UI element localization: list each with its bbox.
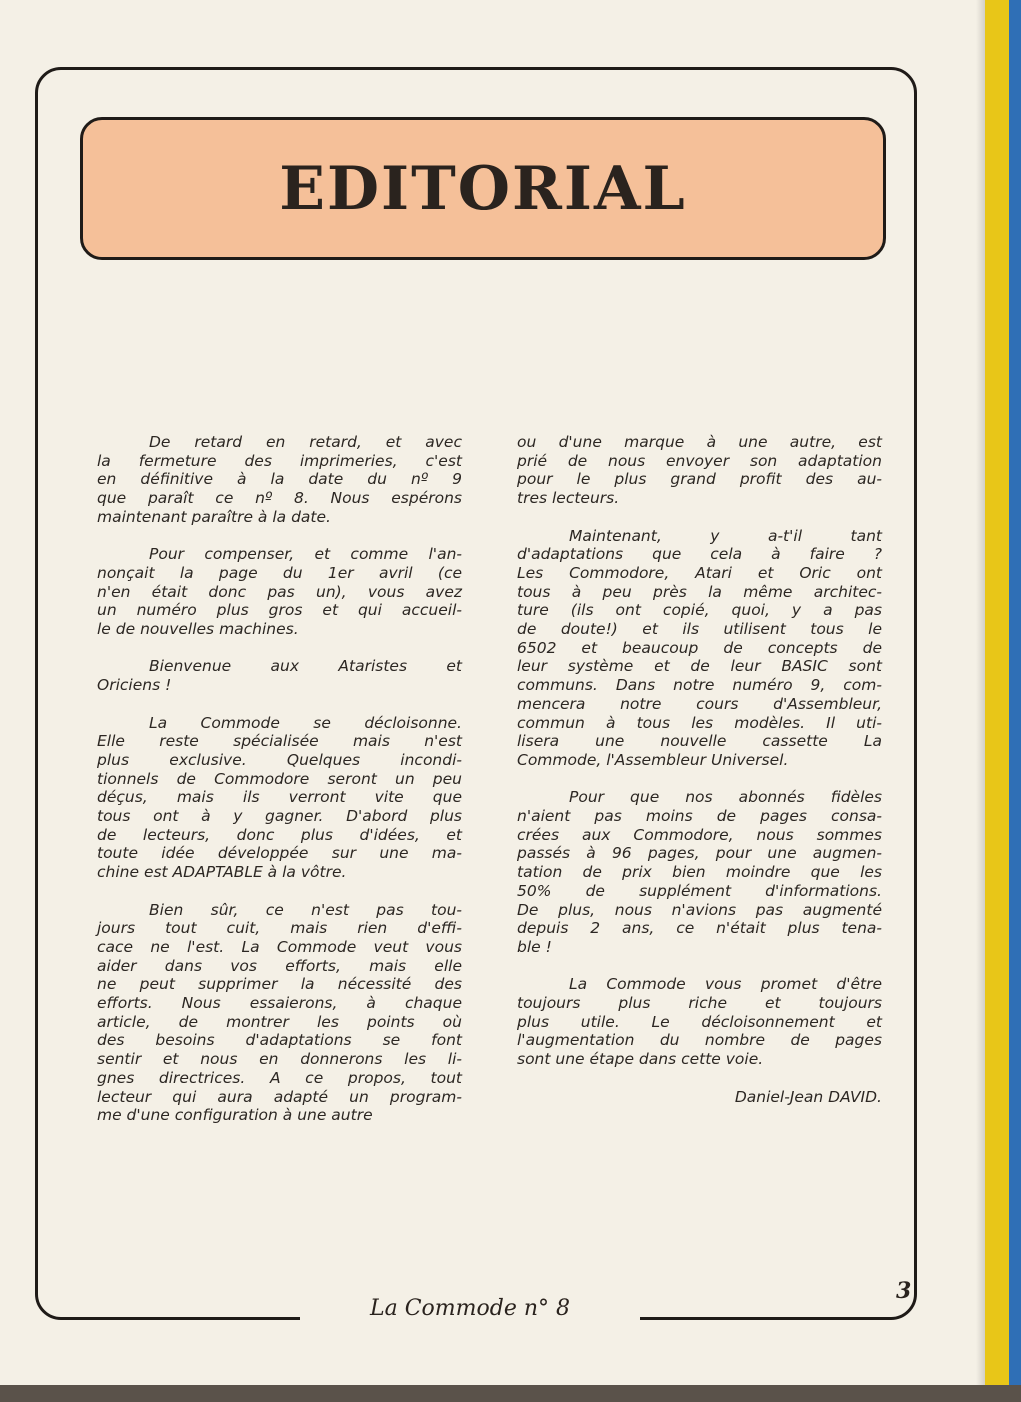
text-line: n'en était donc pas un), vous avez xyxy=(97,582,462,601)
text-line: chine est ADAPTABLE à la vôtre. xyxy=(97,863,347,882)
paragraph xyxy=(517,433,882,508)
text-line: Bien sûr, ce n'est pas tou- xyxy=(149,900,462,919)
text-line: La Commode vous promet d'être xyxy=(569,975,882,994)
text-line: tres lecteurs. xyxy=(517,489,620,508)
text-line: prié de nous envoyer son adaptation xyxy=(517,451,882,470)
text-line: lisera une nouvelle cassette La xyxy=(517,732,882,751)
text-line: Les Commodore, Atari et Oric ont xyxy=(517,563,882,582)
text-line: passés à 96 pages, pour une augmen- xyxy=(517,844,882,863)
next-page-edge-blue xyxy=(1009,0,1021,1385)
text-line: en définitive à la date du nº 9 xyxy=(97,470,462,489)
text-line: La Commode se décloisonne. xyxy=(149,713,462,732)
text-line: Elle reste spécialisée mais n'est xyxy=(97,732,462,751)
text-line: crées aux Commodore, nous sommes xyxy=(517,825,882,844)
text-line: pour le plus grand profit des au- xyxy=(517,470,882,489)
footer-magazine-name: La Commode n° 8 xyxy=(369,1295,571,1321)
title-banner xyxy=(80,117,886,260)
paragraph xyxy=(97,433,462,527)
paragraph xyxy=(97,901,462,1125)
text-line: déçus, mais ils verront vite que xyxy=(97,788,462,807)
paragraph xyxy=(97,545,462,639)
text-line: sentir et nous en donnerons les li- xyxy=(97,1050,462,1069)
text-line: de doute!) et ils utilisent tous le xyxy=(517,620,882,639)
text-line: efforts. Nous essaierons, à chaque xyxy=(97,994,462,1013)
right-column xyxy=(517,433,882,1106)
page-title: EDITORIAL xyxy=(279,153,687,224)
paragraph xyxy=(97,657,462,694)
text-line: gnes directrices. A ce propos, tout xyxy=(97,1068,462,1087)
text-line: Bienvenue aux Ataristes et xyxy=(149,657,462,676)
text-line: tionnels de Commodore seront un peu xyxy=(97,769,462,788)
text-line: jours tout cuit, mais rien d'effi- xyxy=(97,919,462,938)
text-line: nonçait la page du 1er avril (ce xyxy=(97,563,462,582)
signature: Daniel-Jean DAVID. xyxy=(734,1087,882,1106)
text-line: que paraît ce nº 8. Nous espérons xyxy=(97,489,462,508)
text-line: aider dans vos efforts, mais elle xyxy=(97,956,462,975)
text-line: d'adaptations que cela à faire ? xyxy=(517,545,882,564)
text-line: tous ont à y gagner. D'abord plus xyxy=(97,807,462,826)
text-line: ou d'une marque à une autre, est xyxy=(517,433,882,451)
text-line: de lecteurs, donc plus d'idées, et xyxy=(97,825,462,844)
text-line: la fermeture des imprimeries, c'est xyxy=(97,451,462,470)
text-line: ble ! xyxy=(517,937,552,956)
text-line: Oriciens ! xyxy=(97,676,172,695)
text-line: De plus, nous n'avions pas augmenté xyxy=(517,900,882,919)
text-line: De retard en retard, et avec xyxy=(149,433,462,451)
text-line: Pour compenser, et comme l'an- xyxy=(149,545,462,564)
next-page-edge-yellow xyxy=(985,0,1009,1385)
text-line: tous à peu près la même architec- xyxy=(517,582,882,601)
text-line: commun à tous les modèles. Il uti- xyxy=(517,713,882,732)
text-line: cace ne l'est. La Commode veut vous xyxy=(97,937,462,956)
text-line: sont une étape dans cette voie. xyxy=(517,1050,764,1069)
text-line: plus exclusive. Quelques incondi- xyxy=(97,750,462,769)
text-line: tation de prix bien moindre que les xyxy=(517,863,882,882)
paragraph xyxy=(517,527,882,770)
text-line: leur système et de leur BASIC sont xyxy=(517,657,882,676)
text-line: lecteur qui aura adapté un program- xyxy=(97,1087,462,1106)
paragraph xyxy=(97,714,462,882)
text-line: des besoins d'adaptations se font xyxy=(97,1031,462,1050)
text-line: toujours plus riche et toujours xyxy=(517,994,882,1013)
text-line: communs. Dans notre numéro 9, com- xyxy=(517,676,882,695)
text-line: 6502 et beaucoup de concepts de xyxy=(517,638,882,657)
text-line: Commode, l'Assembleur Universel. xyxy=(517,750,789,769)
paragraph xyxy=(517,975,882,1069)
text-line: n'aient pas moins de pages consa- xyxy=(517,807,882,826)
text-line: maintenant paraître à la date. xyxy=(97,507,331,526)
text-line: un numéro plus gros et qui accueil- xyxy=(97,601,462,620)
text-line: 50% de supplément d'informations. xyxy=(517,881,882,900)
left-column xyxy=(97,433,462,1144)
text-line: depuis 2 ans, ce n'était plus tena- xyxy=(517,919,882,938)
text-line: Pour que nos abonnés fidèles xyxy=(569,788,882,807)
footer xyxy=(300,1288,640,1328)
text-line: mencera notre cours d'Assembleur, xyxy=(517,694,882,713)
text-line: plus utile. Le décloisonnement et xyxy=(517,1012,882,1031)
text-line: article, de montrer les points où xyxy=(97,1012,462,1031)
paragraph xyxy=(517,788,882,956)
text-line: me d'une configuration à une autre xyxy=(97,1106,373,1125)
text-line: Maintenant, y a-t'il tant xyxy=(569,526,882,545)
text-line: le de nouvelles machines. xyxy=(97,620,299,639)
text-line: ne peut supprimer la nécessité des xyxy=(97,975,462,994)
text-line: ture (ils ont copié, quoi, y a pas xyxy=(517,601,882,620)
page-number: 3 xyxy=(896,1278,912,1304)
text-line: toute idée développée sur une ma- xyxy=(97,844,462,863)
text-line: l'augmentation du nombre de pages xyxy=(517,1031,882,1050)
